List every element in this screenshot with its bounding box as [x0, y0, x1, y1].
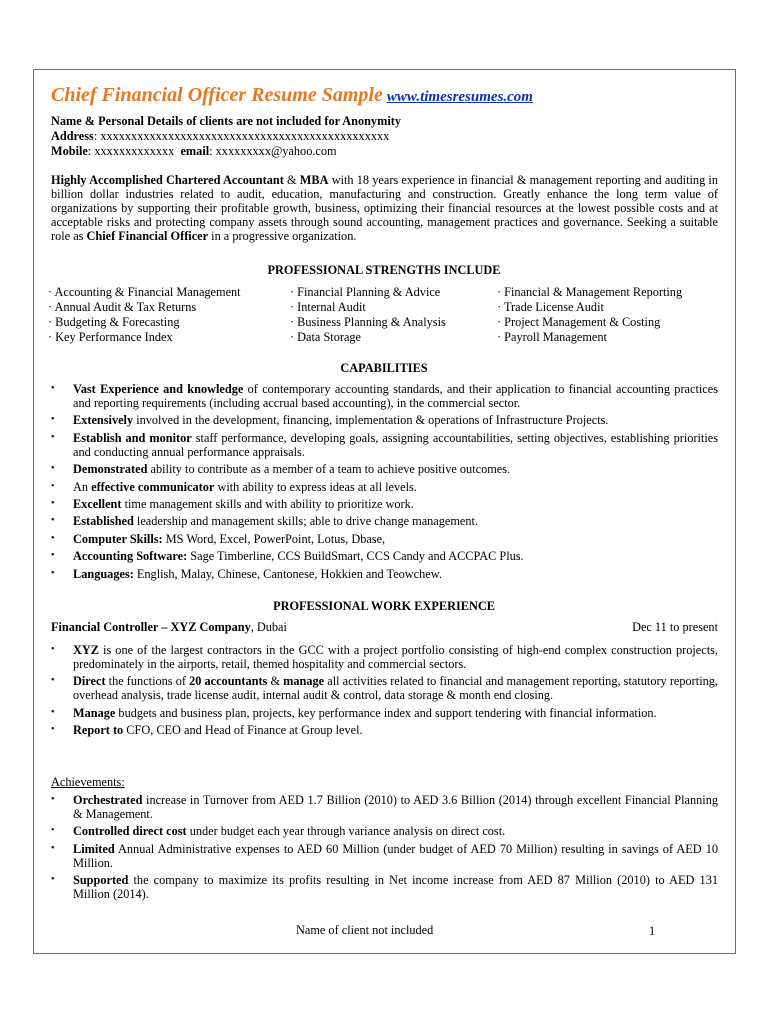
address-line [51, 129, 389, 143]
strength-item: · Financial & Management Reporting [497, 285, 683, 299]
strengths-col-3 [497, 285, 682, 345]
address-value: : xxxxxxxxxxxxxxxxxxxxxxxxxxxxxxxxxxxxxxxxxxxxxxx [93, 129, 390, 143]
mobile-label: Mobile [51, 144, 88, 158]
job-dates: Dec 11 to present [632, 620, 718, 634]
summary-bold-3: Chief Financial Officer [86, 229, 209, 243]
list-item: • Established leadership and management skills; able to drive change management. [51, 514, 718, 528]
list-item: • Direct the functions of 20 accountants & manage all activities related to financial and management reporting, statutory reporting, overhead analysis, trade license audit, internal audit & control, data storage & month end closing. [51, 674, 718, 702]
strength-item: · Financial Planning & Advice [290, 285, 441, 299]
strength-item: · Annual Audit & Tax Returns [48, 300, 197, 314]
duties-list [51, 643, 718, 741]
strength-item: · Data Storage [290, 330, 362, 344]
list-item: • Supported the company to maximize its profits resulting in Net income increase from AED 87 Million (2010) to AED 131 Million (2014). [51, 873, 718, 901]
email-label: email [180, 144, 210, 158]
anonymity-note: Name & Personal Details of clients are not included for Anonymity [51, 114, 401, 128]
achievements-label: Achievements: [51, 775, 125, 789]
achievements-list [51, 793, 718, 905]
strengths-col-2 [290, 285, 446, 345]
page-title [51, 84, 533, 107]
strength-item: · Internal Audit [290, 300, 366, 314]
summary-text-2: in a progressive organization. [208, 229, 357, 243]
strength-item: · Accounting & Financial Management [48, 285, 241, 299]
list-item: • Computer Skills: MS Word, Excel, PowerPoint, Lotus, Dbase, [51, 532, 718, 546]
list-item: • Limited Annual Administrative expenses to AED 60 Million (under budget of AED 70 Million) resulting in savings of AED 10 Million. [51, 842, 718, 870]
job-location: , Dubai [250, 620, 287, 634]
strengths-heading: PROFESSIONAL STRENGTHS INCLUDE [267, 263, 501, 277]
summary-amp: & [283, 173, 300, 187]
resume-title: Chief Financial Officer Resume Sample [51, 84, 383, 106]
list-item: • Orchestrated increase in Turnover from AED 1.7 Billion (2010) to AED 3.6 Billion (2014) through excellent Financial Planning & Management. [51, 793, 718, 821]
strength-item: · Payroll Management [497, 330, 607, 344]
list-item: • Extensively involved in the development, financing, implementation & operations of Infrastructure Projects. [51, 413, 718, 427]
list-item: • Accounting Software: Sage Timberline, CCS BuildSmart, CCS Candy and ACCPAC Plus. [51, 549, 718, 563]
list-item: • An effective communicator with ability to express ideas at all levels. [51, 480, 718, 494]
job-role: Financial Controller – XYZ Company [51, 620, 251, 634]
summary-bold-1: Highly Accomplished Chartered Accountant [51, 173, 284, 187]
list-item: • Report to CFO, CEO and Head of Finance at Group level. [51, 723, 718, 737]
footer-note: Name of client not included [296, 923, 434, 937]
list-item: • Manage budgets and business plan, projects, key performance index and support tendering with financial information. [51, 706, 718, 720]
list-item: • Establish and monitor staff performance, developing goals, assigning accountabilities, setting objectives, establishing priorities and conducting annual performance appraisals. [51, 431, 718, 459]
strength-item: · Business Planning & Analysis [290, 315, 446, 329]
list-item: • Languages: English, Malay, Chinese, Cantonese, Hokkien and Teowchew. [51, 567, 718, 581]
strength-item: · Project Management & Costing [497, 315, 661, 329]
email-value: : xxxxxxxxx@yahoo.com [209, 144, 337, 158]
summary-text-1: with 18 years experience in financial & management reporting and auditing in billion dollar industries related to audit, education, manufacturing and construction. Greatly enhance the long term value of organizations by supporting their profitable growth, business, optimizing their financial resources at the lowest possible costs and at acceptable risks and protecting company assets through sound accounting, management practices and governance. Seeking a suitable role as [51, 173, 718, 243]
experience-heading: PROFESSIONAL WORK EXPERIENCE [273, 599, 495, 613]
strength-item: · Trade License Audit [497, 300, 604, 314]
list-item: • Excellent time management skills and with ability to prioritize work. [51, 497, 718, 511]
strengths-col-1 [48, 285, 241, 345]
mobile-value: : xxxxxxxxxxxxx [87, 144, 175, 158]
strength-item: · Key Performance Index [48, 330, 173, 344]
website-link[interactable]: www.timesresumes.com [386, 89, 533, 105]
address-label: Address [51, 129, 94, 143]
capabilities-list [51, 382, 718, 584]
summary-paragraph [51, 173, 718, 243]
capabilities-heading: CAPABILITIES [340, 361, 428, 375]
page-number: 1 [649, 924, 656, 938]
list-item: • Demonstrated ability to contribute as a member of a team to achieve positive outcomes. [51, 462, 718, 476]
strength-item: · Budgeting & Forecasting [48, 315, 180, 329]
list-item: • Vast Experience and knowledge of contemporary accounting standards, and their application to financial accounting practices and reporting requirements (including accrual based accounting), in the commercial sector. [51, 382, 718, 410]
contact-line [51, 144, 337, 158]
list-item: • XYZ is one of the largest contractors in the GCC with a project portfolio consisting of high-end complex construction projects, predominately in the airports, retail, themed hospitality and commercial sectors. [51, 643, 718, 671]
summary-bold-2: MBA [299, 173, 329, 187]
list-item: • Controlled direct cost under budget each year through variance analysis on direct cost. [51, 824, 718, 838]
job-title-line [51, 620, 287, 634]
